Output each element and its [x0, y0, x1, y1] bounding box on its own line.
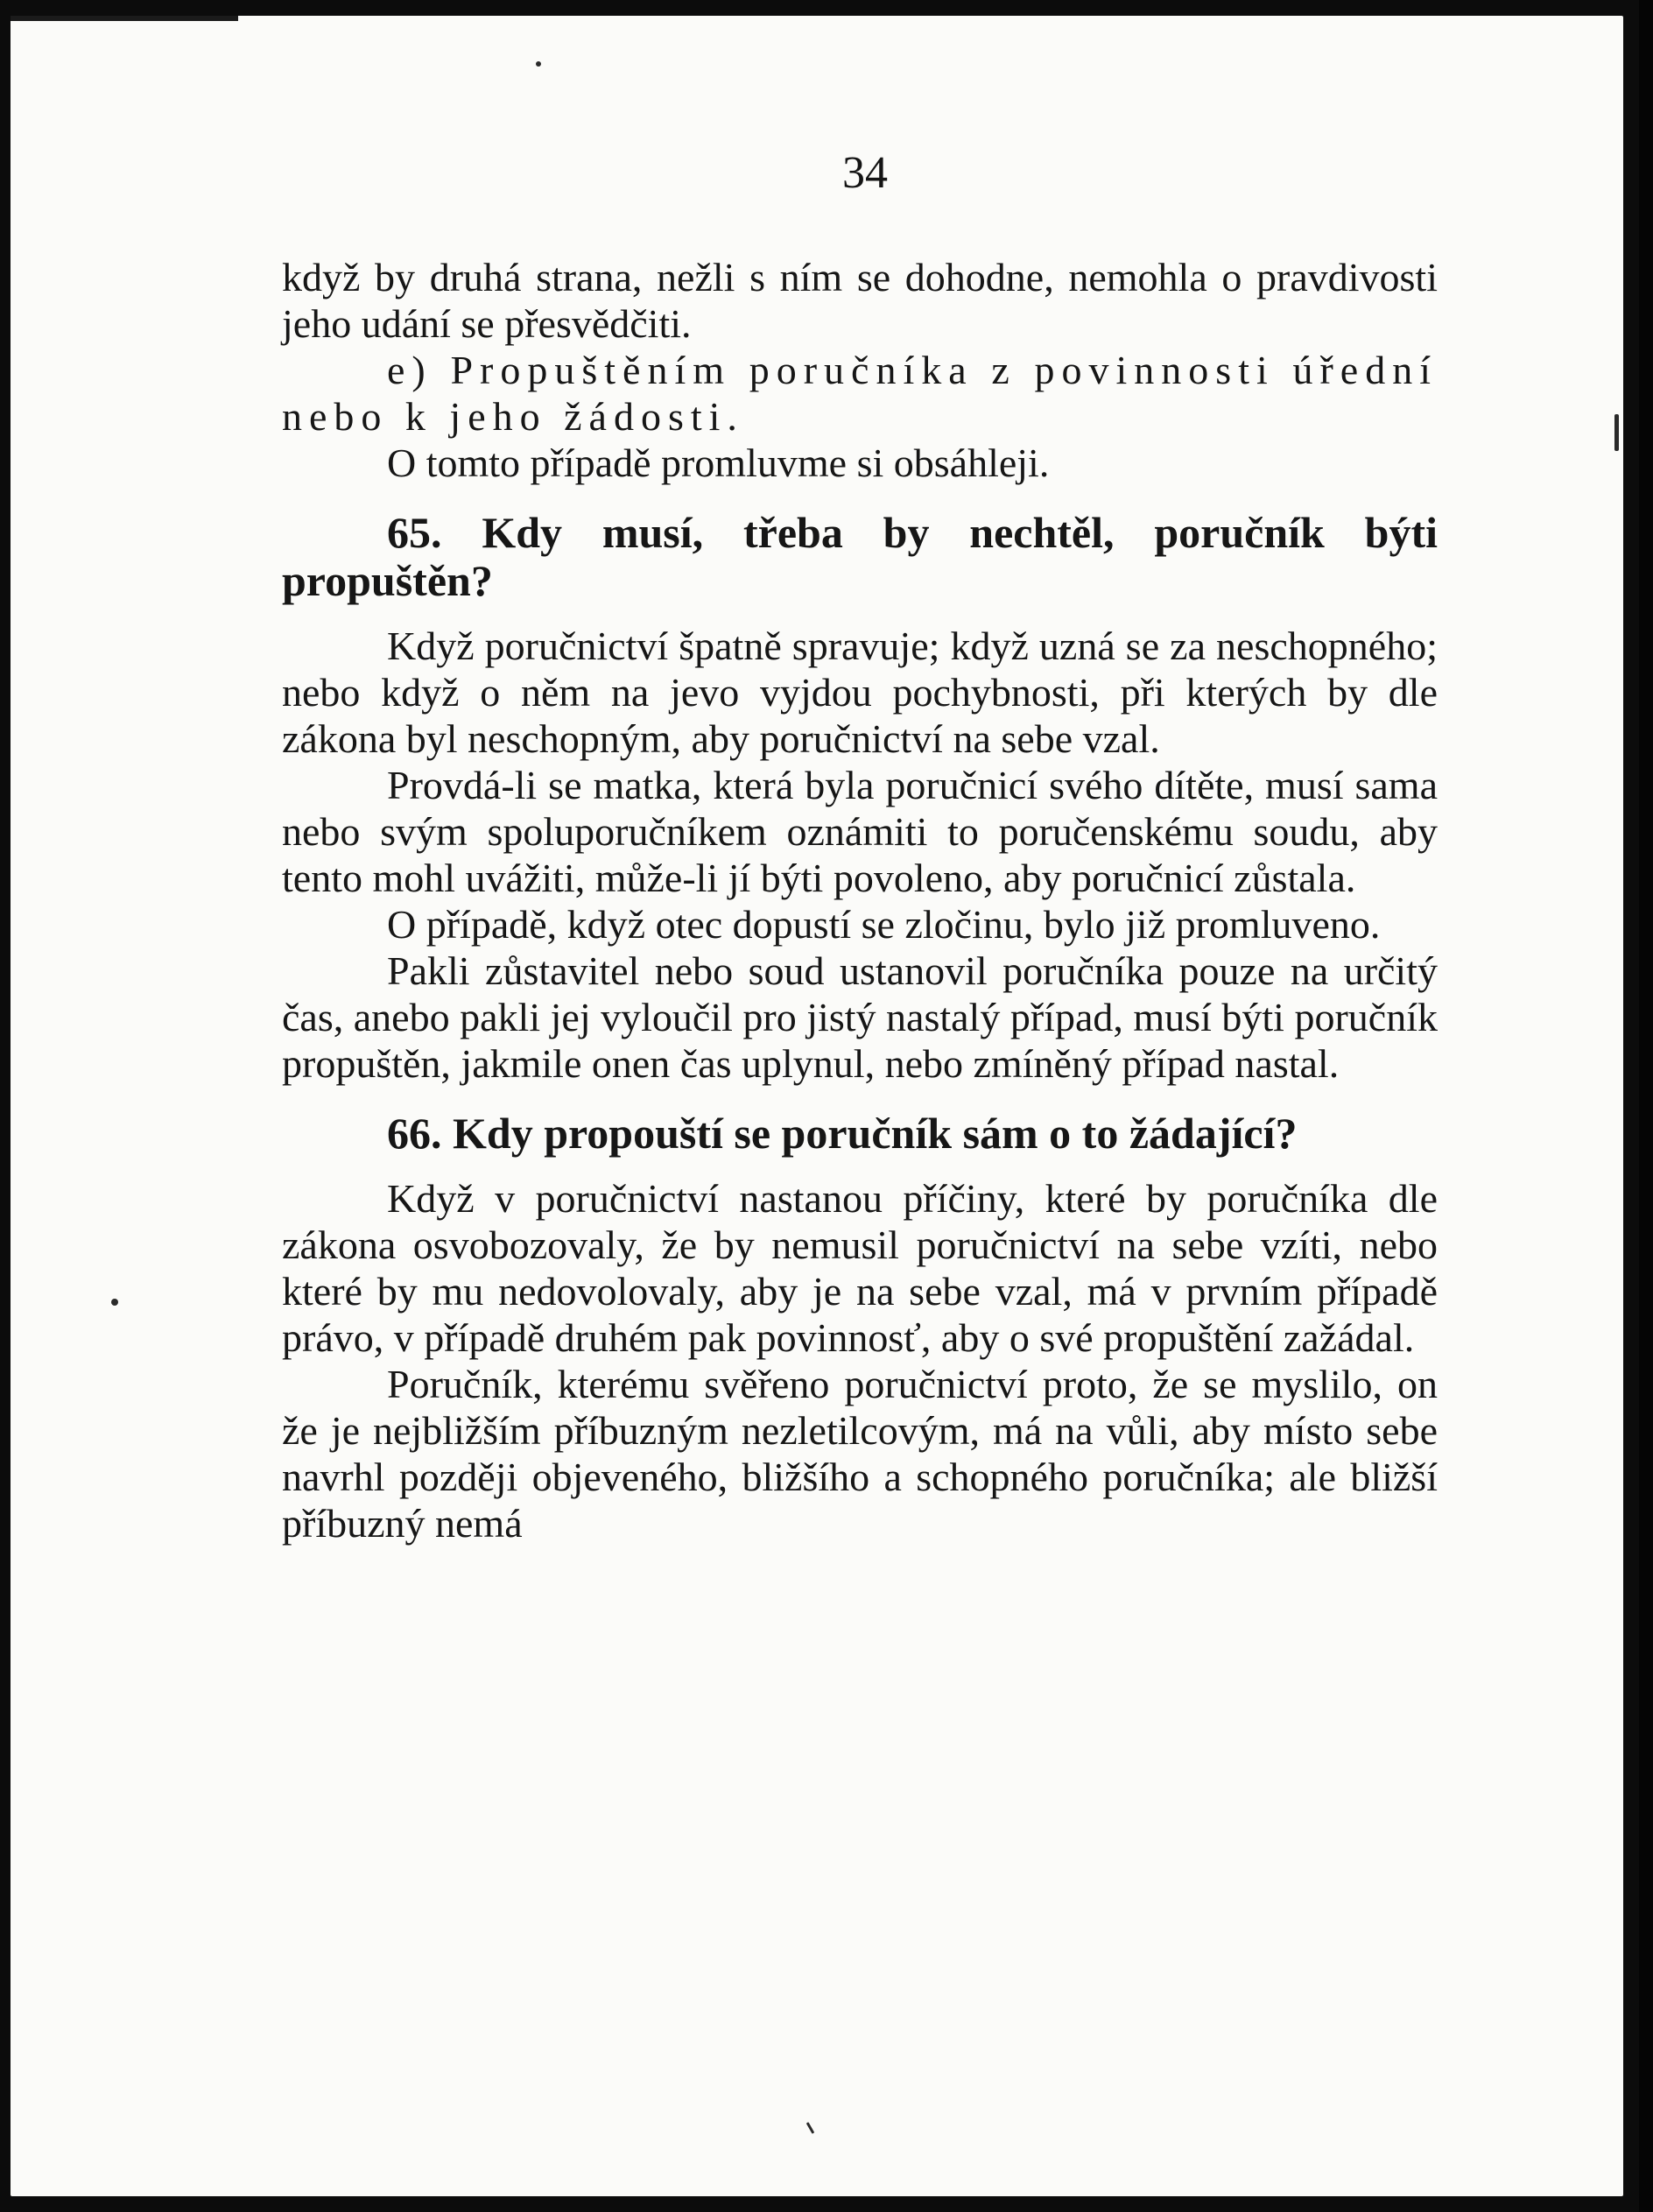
- paragraph: Když v poručnictví nastanou příčiny, které by poručníka dle zákona osvobozovaly, že by nemusil poručnictví na sebe vzíti, nebo které by mu nedovolovaly, aby je na sebe vzal, má v prvním případě právo, v případě druhém pak povinnosť, aby o své propuštění zažádal.: [282, 1176, 1438, 1360]
- paragraph: Když poručnictví špatně spravuje; když uzná se za neschopného; nebo když o něm na jevo vyjdou pochybnosti, při kterých by dle zákona byl neschopným, aby poručnictví na sebe vzal.: [282, 623, 1438, 761]
- paragraph-continuation: když by druhá strana, nežli s ním se dohodne, nemohla o pravdivosti jeho udání se přesvědčiti.: [282, 255, 1438, 346]
- paragraph: Provdá-li se matka, která byla poručnicí svého dítěte, musí sama nebo svým spoluporučníkem oznámiti to poručenskému soudu, aby tento mohl uvážiti, může-li jí býti povoleno, aby poručnicí zůstala.: [282, 763, 1438, 900]
- paragraph-item-e: e) Propuštěním poručníka z povinnosti úřední nebo k jeho žádosti.: [282, 348, 1438, 439]
- body-text: [282, 254, 1438, 1546]
- ink-speck: [1614, 414, 1619, 451]
- paragraph: Pakli zůstavitel nebo soud ustanovil poručníka pouze na určitý čas, anebo pakli jej vyloučil pro jistý nastalý případ, musí býti poručník propuštěn, jakmile onen čas uplynul, nebo zmíněný případ nastal.: [282, 948, 1438, 1086]
- paragraph-intro: O tomto případě promluvme si obsáhleji.: [387, 440, 1050, 485]
- book-page: [11, 16, 1623, 2196]
- ink-speck: [806, 2122, 815, 2134]
- ink-speck: [536, 61, 541, 67]
- scan-edge: [1639, 0, 1653, 2212]
- paragraph: O případě, když otec dopustí se zločinu, bylo již promluveno.: [387, 902, 1381, 947]
- section-heading-65: 65. Kdy musí, třeba by nechtěl, poručník býti propuštěn?: [282, 508, 1438, 605]
- paragraph: Poručník, kterému svěřeno poručnictví proto, že se myslilo, on že je nejbližším příbuzným nezletilcovým, má na vůli, aby místo sebe navrhl později objeveného, bližšího a schopného poručníka; ale bližší příbuzný nemá: [282, 1362, 1438, 1546]
- ink-speck: [111, 1299, 118, 1306]
- section-heading-66: 66. Kdy propouští se poručník sám o to žádající?: [387, 1109, 1298, 1158]
- top-edge-rule: [11, 16, 238, 21]
- page-number: 34: [842, 148, 888, 198]
